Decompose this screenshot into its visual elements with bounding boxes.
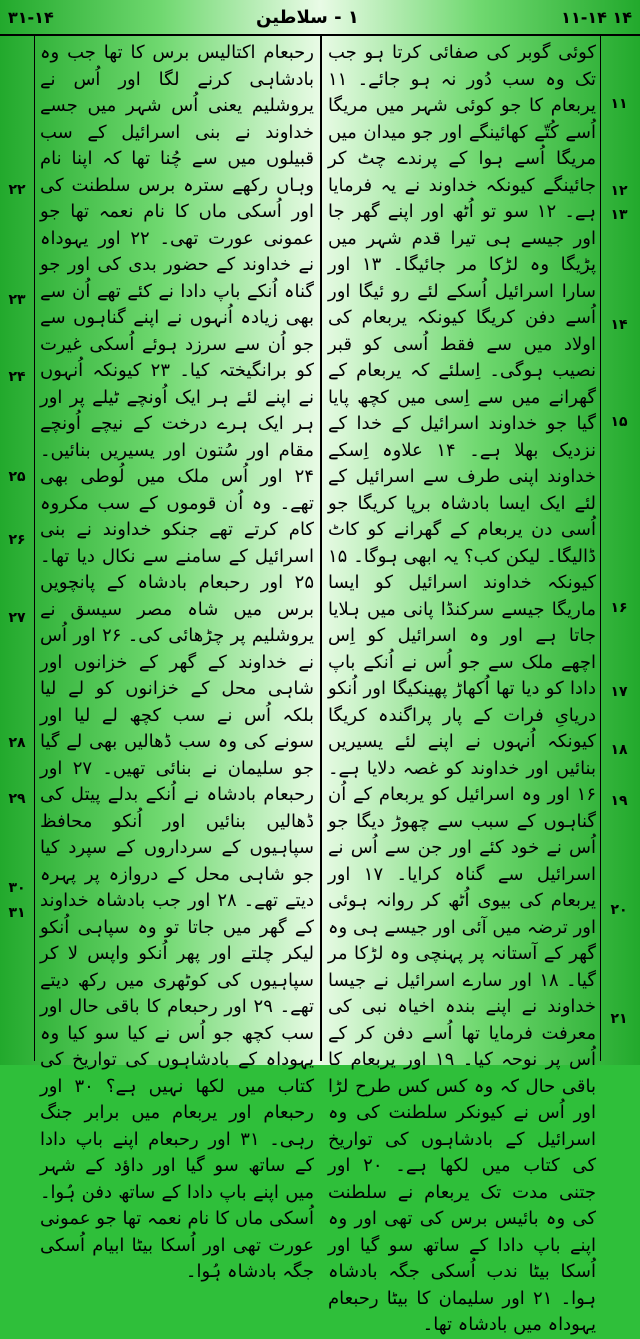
- verse-number: ۱۶: [610, 600, 628, 616]
- left-verse-numbers: [4, 0, 34, 1065]
- header-left-range: ۳۱-۱۴: [8, 7, 54, 27]
- verse-number: ۱۹: [610, 793, 628, 809]
- header-right-range: ۱۱-۱۴ ۱۴: [561, 7, 632, 27]
- column-divider: [320, 36, 322, 1061]
- right-column-text: کوئی گوبر کی صفائی کرتا ہو جب تک وہ سب دُور نہ ہو جائے۔ ۱۱ یربعام کا جو کوئی شہر میں مریگا اُسے کُتّے کھائینگے اور جو میدان میں مریگا اُسے ہوا کے پرندے چٹ کر جائینگے کیونکہ خداوند نے یہ فرمایا ہے۔ ۱۲ سو تو اُٹھ اور اپنے گھر جا اور جیسے ہی تیرا قدم شہر میں پڑیگا وہ لڑکا مر جائیگا۔ ۱۳ اور سارا اسرائیل اُسکے لئے رو ئیگا اور اُسے دفن کریگا کیونکہ یربعام کی اولاد میں سے فقط اُسی کو قبر نصیب ہوگی۔ اِسلئے کہ یربعام کے گھرانے میں سے اِسی میں کچھ پایا گیا جو خداوند اسرائیل کے خدا کے نزدیک بھلا ہے۔ ۱۴ علاوہ اِسکے خداوند اپنی طرف سے اسرائیل کے لئے ایک ایسا بادشاہ برپا کریگا جو اُسی دن یربعام کے گھرانے کو کاٹ ڈالیگا۔ لیکن کب؟ یہ ابھی ہوگا۔ ۱۵ کیونکہ خداوند اسرائیل کو ایسا ماریگا جیسے سرکنڈا پانی میں ہلایا جاتا ہے اور وہ اسرائیل کو اِس اچھے ملک سے جو اُس نے اُنکے باپ دادا کو دیا تھا اُکھاڑ پھینکیگا اور اُنکو دریایِ فرات کے پار پراگندہ کریگا کیونکہ اُنہوں نے اپنے لئے یسیریں بنائیں اور خداوند کو غصہ دلایا ہے۔ ۱۶ اور وہ اسرائیل کو یربعام کے اُن گناہوں کے سبب سے چھوڑ دیگا جو اُس نے خود کئے اور جن سے اُس نے اسرائیل سے گناہ کرایا۔ ۱۷ اور یربعام کی بیوی اُٹھ کر روانہ ہوئی اور ترضہ میں آئی اور جیسے ہی وہ گھر کے آستانہ پر پہنچی وہ لڑکا مر گیا۔ ۱۸ اور سارے اسرائیل نے جیسا خداوند نے اپنے بندہ اخیاہ نبی کی معرفت فرمایا تھا اُسے دفن کر کے اُس پر نوحہ کیا۔ ۱۹ اور یربعام کا باقی حال کہ وہ کس کس طرح لڑا اور اُس نے کیونکر سلطنت کی وہ اسرائیل کے بادشاہوں کی تواریخ کی کتاب میں لکھا ہے۔ ۲۰ اور جتنی مدت تک یربعام نے سلطنت کی وہ بائیس برس کی تھی اور وہ اپنے باپ دادا کے ساتھ سو گیا اور اُسکا بیٹا ندب اُسکی جگہ بادشاہ ہوا۔ ۲۱ اور سلیمان کا بیٹا رحبعام یہوداہ میں بادشاہ تھا۔: [328, 42, 597, 1335]
- verse-number: ۳۱: [8, 905, 26, 921]
- verse-number: ۱۱: [610, 96, 628, 112]
- verse-number: ۱۲: [610, 183, 628, 199]
- verse-number: ۲۷: [8, 610, 26, 626]
- verse-number: ۱۳: [610, 207, 628, 223]
- verse-number: ۱۷: [610, 684, 628, 700]
- verse-number: ۲۸: [8, 735, 26, 751]
- book-title: ۱ - سلاطین: [256, 6, 359, 28]
- verse-number: ۲۳: [8, 292, 26, 308]
- right-column: [328, 40, 597, 1335]
- verse-number: ۲۰: [610, 902, 628, 918]
- verse-number: ۱۸: [610, 742, 628, 758]
- verse-number: ۲۶: [8, 532, 26, 548]
- verse-number: ۱۴: [610, 317, 628, 333]
- verse-number: ۲۲: [8, 182, 26, 198]
- left-column-text: رحبعام اکتالیس برس کا تھا جب وہ بادشاہی کرنے لگا اور اُس نے یروشلیم یعنی اُس شہر میں جسے خداوند نے بنی اسرائیل کے سب قبیلوں میں سے چُنا تھا کہ اپنا نام وہاں رکھے سترہ برس سلطنت کی اور اُسکی ماں کا نام نعمہ تھا جو عمونی عورت تھی۔ ۲۲ اور یہوداہ نے خداوند کے حضور بدی کی اور جو گناہ اُنکے باپ دادا نے کئے تھے اُن سے بھی زیادہ اُنہوں نے اپنے گناہوں سے جو اُن سے سرزد ہوئے اُسکی غیرت کو برانگیختہ کیا۔ ۲۳ کیونکہ اُنہوں نے اپنے لئے ہر ایک اُونچے ٹیلے پر اور ہر ایک ہرے درخت کے نیچے اُونچے مقام اور سُتون اور یسیریں بنائیں۔ ۲۴ اور اُس ملک میں لُوطی بھی تھے۔ وہ اُن قوموں کے سب مکروہ کام کرتے تھے جنکو خداوند نے بنی اسرائیل کے سامنے سے نکال دیا تھا۔ ۲۵ اور رحبعام بادشاہ کے پانچویں برس میں شاہ مصر سیسق نے یروشلیم پر چڑھائی کی۔ ۲۶ اور اُس نے خداوند کے گھر کے خزانوں اور شاہی محل کے خزانوں کو لے لیا بلکہ اُس نے سب کچھ لے لیا اور سونے کی وہ سب ڈھالیں بھی لے گیا جو سلیمان نے بنائی تھیں۔ ۲۷ اور رحبعام بادشاہ نے اُنکے بدلے پیتل کی ڈھالیں بنائیں اور اُنکو محافظ سپاہیوں کے سرداروں کے سپرد کیا جو شاہی محل کے دروازہ پر پہرہ دیتے تھے۔ ۲۸ اور جب بادشاہ خداوند کے گھر میں جاتا تو وہ سپاہی اُنکو لیکر چلتے اور پھر اُنکو واپس لا کر سپاہیوں کی کوٹھری میں رکھ دیتے تھے۔ ۲۹ اور رحبعام کا باقی حال اور سب کچھ جو اُس نے کیا سو کیا وہ یہوداہ کے بادشاہوں کی تواریخ کی کتاب میں لکھا نہیں ہے؟ ۳۰ اور رحبعام اور یربعام میں برابر جنگ رہی۔ ۳۱ اور رحبعام اپنے باپ دادا کے ساتھ سو گیا اور داؤد کے شہر میں اپنے باپ دادا کے ساتھ دفن ہُوا۔ اُسکی ماں کا نام نعمہ تھا جو عمونی عورت تھی اور اُسکا بیٹا ابیام اُسکی جگہ بادشاہ ہُوا۔: [40, 42, 315, 1282]
- verse-number: ۲۵: [8, 469, 26, 485]
- verse-number: ۱۵: [610, 414, 628, 430]
- verse-number: ۳۰: [8, 880, 26, 896]
- verse-number: ۲۱: [610, 1011, 628, 1027]
- right-margin-divider: [600, 36, 601, 1061]
- left-column: [40, 40, 315, 1282]
- left-margin-divider: [34, 36, 35, 1061]
- verse-number: ۲۴: [8, 369, 26, 385]
- right-verse-numbers: [606, 0, 636, 1065]
- page-header: [0, 0, 640, 34]
- verse-number: ۲۹: [8, 791, 26, 807]
